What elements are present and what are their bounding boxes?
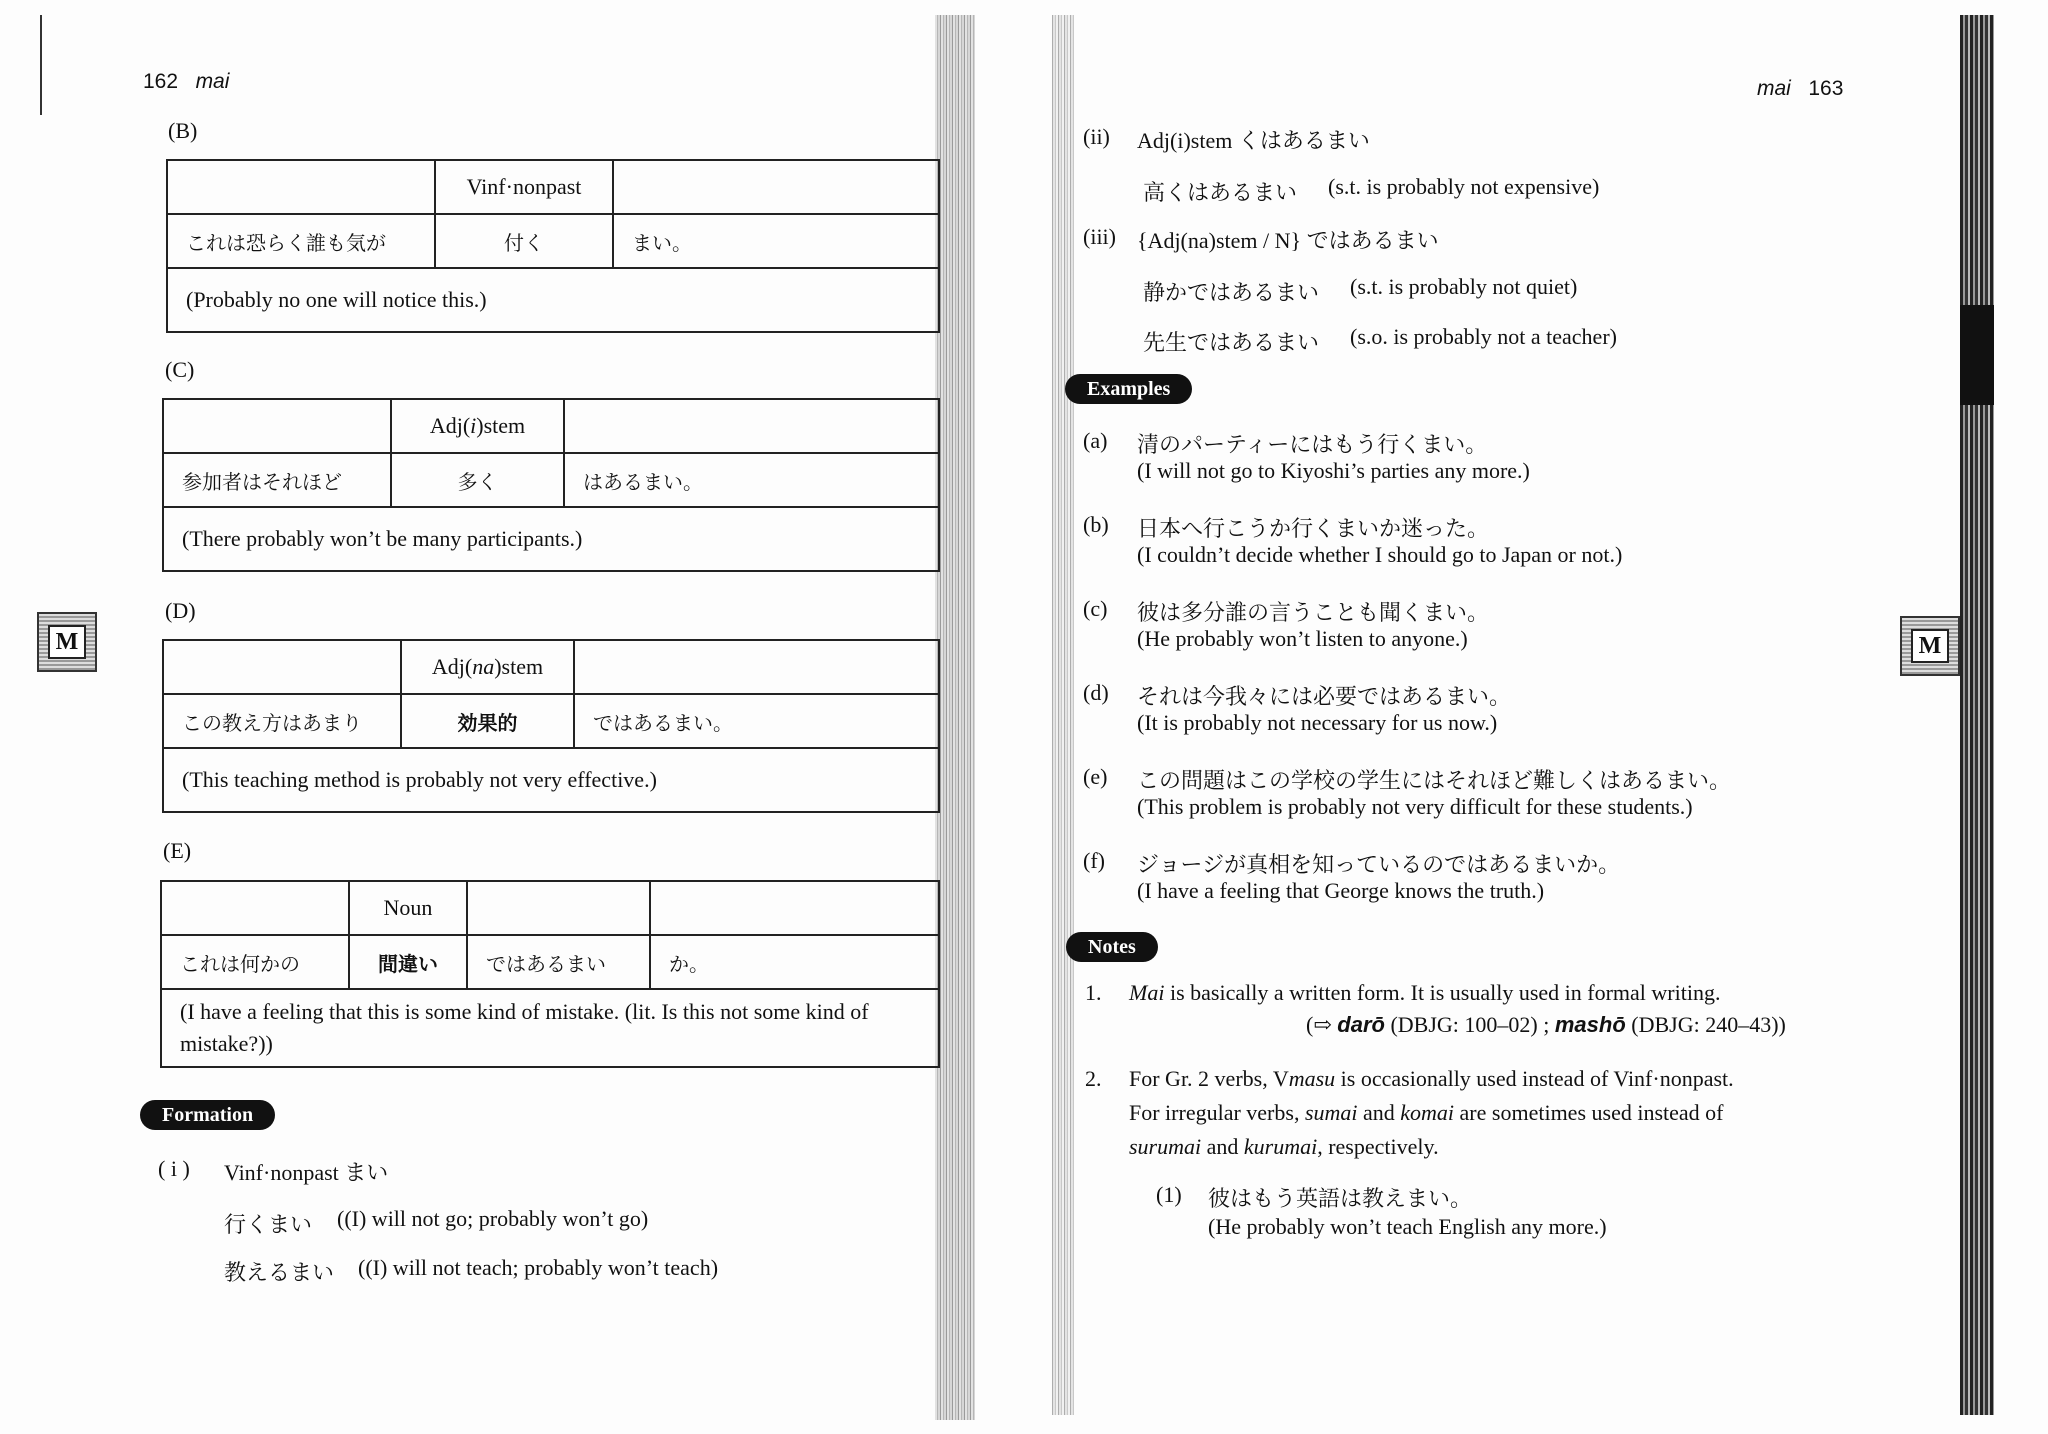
formation-iii-example-1-jp: 静かではあるまい <box>1143 281 1320 306</box>
pattern-b-header: Vinf·nonpast <box>435 160 613 214</box>
note-2-line-2: For irregular verbs, sumai and komai are sometimes used instead of <box>1129 1100 1724 1125</box>
example-b-label: (b) <box>1083 512 1109 537</box>
pattern-c-label: (C) <box>165 357 195 382</box>
example-f-jp: ジョージが真相を知っているのではあるまいか。 <box>1137 853 1621 878</box>
pattern-b-table <box>166 159 940 333</box>
binding-gutter <box>935 15 975 1420</box>
example-c-jp: 彼は多分誰の言うことも聞くまい。 <box>1137 601 1490 626</box>
pattern-c-cell-1: 参加者はそれほど <box>163 453 391 507</box>
example-e-jp: この問題はこの学校の学生にはそれほど難しくはあるまい。 <box>1137 769 1732 794</box>
pattern-d-translation: (This teaching method is probably not very effective.) <box>163 748 939 812</box>
left-page <box>0 0 1000 1434</box>
example-e-label: (e) <box>1083 764 1108 789</box>
example-c-en: (He probably won’t listen to anyone.) <box>1137 626 1468 651</box>
pattern-e-cell-2: 間違い <box>349 935 467 989</box>
note-1-term: Mai <box>1129 980 1165 1005</box>
note-2-example-label: (1) <box>1156 1182 1182 1207</box>
running-header-left <box>143 70 229 94</box>
formation-iii-example-2-jp: 先生ではあるまい <box>1143 331 1320 356</box>
page-edge-stack <box>1960 15 1994 1415</box>
tab-letter: M <box>1911 629 1950 663</box>
example-d-jp: それは今我々には必要ではあるまい。 <box>1137 685 1512 710</box>
pattern-b-cell-3: まい。 <box>613 214 939 268</box>
pattern-e-table <box>160 880 940 1068</box>
example-b-en: (I couldn’t decide whether I should go to Japan or not.) <box>1137 542 1623 567</box>
notes-heading: Notes <box>1066 932 1158 962</box>
formation-example-2-en: ((I) will not teach; probably won’t teach) <box>358 1255 719 1280</box>
formation-i-pattern: Vinf·nonpast まい <box>224 1160 389 1185</box>
formation-ii-example-en: (s.t. is probably not expensive) <box>1328 174 1600 199</box>
running-head-term: mai <box>1757 77 1791 100</box>
note-2-line-3: surumai and kurumai, respectively. <box>1129 1134 1439 1159</box>
note-2-example-jp: 彼はもう英語は教えまい。 <box>1208 1187 1473 1212</box>
example-d-label: (d) <box>1083 680 1109 705</box>
pattern-c-translation: (There probably won’t be many participants.) <box>163 507 939 571</box>
example-b-jp: 日本へ行こうか行くまいか迷った。 <box>1137 517 1490 542</box>
note-1-number: 1. <box>1085 980 1102 1005</box>
example-f-label: (f) <box>1083 848 1105 873</box>
example-a-en: (I will not go to Kiyoshi’s parties any more.) <box>1137 458 1530 483</box>
formation-heading: Formation <box>140 1100 275 1130</box>
section-tab-m <box>1900 616 1960 676</box>
page-edge-mark <box>40 15 42 115</box>
pattern-b-translation: (Probably no one will notice this.) <box>167 268 939 332</box>
pattern-d-table: Adj(na)stem この教え方はあまり 効果的 ではあるまい。 (This teaching method is probably not very effective.) <box>162 639 940 813</box>
formation-iii-pattern: {Adj(na)stem / N} ではあるまい <box>1137 228 1439 253</box>
pattern-c-cell-3: はあるまい。 <box>564 453 939 507</box>
note-1-text: Mai is basically a written form. It is usually used in formal writing. <box>1129 980 1721 1005</box>
pattern-d-cell-2: 効果的 <box>401 694 574 748</box>
example-a-jp: 清のパーティーにはもう行くまい。 <box>1137 433 1488 458</box>
pattern-c-cell-2: 多く <box>391 453 564 507</box>
pattern-b-cell-1: これは恐らく誰も気が <box>167 214 435 268</box>
page-number: 162 <box>143 70 179 93</box>
pattern-c-table: Adj(i)stem 参加者はそれほど 多く はあるまい。 (There probably won’t be many participants.) <box>162 398 940 572</box>
running-header-right <box>1757 77 1843 101</box>
binding-gutter-right <box>1052 15 1074 1415</box>
note-2-number: 2. <box>1085 1066 1102 1091</box>
note-2-line-1: For Gr. 2 verbs, Vmasu is occasionally used instead of Vinf·nonpast. <box>1129 1066 1734 1091</box>
pattern-d-cell-3: ではあるまい。 <box>574 694 939 748</box>
formation-ii-label: (ii) <box>1083 124 1110 149</box>
pattern-e-translation: (I have a feeling that this is some kind of mistake. (lit. Is this not some kind of mistake?)) <box>161 989 939 1067</box>
formation-example-2-jp: 教えるまい <box>224 1261 335 1286</box>
pattern-b-cell-2: 付く <box>435 214 613 268</box>
tab-letter: M <box>48 625 87 659</box>
running-head-term: mai <box>195 70 230 93</box>
pattern-e-header: Noun <box>349 881 467 935</box>
formation-ii-example-jp: 高くはあるまい <box>1143 181 1298 206</box>
example-a-label: (a) <box>1083 428 1108 453</box>
formation-iii-label: (iii) <box>1083 224 1116 249</box>
pattern-e-cell-3: ではあるまい <box>467 935 650 989</box>
examples-heading: Examples <box>1065 374 1192 404</box>
formation-example-1-en: ((I) will not go; probably won’t go) <box>337 1206 649 1231</box>
note-1-cross-reference: (⇨ darō (DBJG: 100–02) ; mashō (DBJG: 240–43)) <box>1306 1012 1786 1037</box>
right-page <box>1000 0 2048 1434</box>
pattern-d-cell-1: この教え方はあまり <box>163 694 401 748</box>
formation-iii-example-1-en: (s.t. is probably not quiet) <box>1350 274 1578 299</box>
formation-example-1-jp: 行くまい <box>224 1213 313 1238</box>
note-2-example-en: (He probably won’t teach English any more.) <box>1208 1214 1607 1239</box>
pattern-e-cell-4: か。 <box>650 935 939 989</box>
formation-i-label: ( i ) <box>158 1156 190 1181</box>
page-number: 163 <box>1808 77 1844 100</box>
pattern-e-label: (E) <box>163 838 192 863</box>
example-e-en: (This problem is probably not very difficult for these students.) <box>1137 794 1693 819</box>
example-f-en: (I have a feeling that George knows the truth.) <box>1137 878 1545 903</box>
example-c-label: (c) <box>1083 596 1108 621</box>
pattern-e-cell-1: これは何かの <box>161 935 349 989</box>
pattern-b-label: (B) <box>168 118 198 143</box>
example-d-en: (It is probably not necessary for us now.) <box>1137 710 1498 735</box>
section-tab-m <box>37 612 97 672</box>
pattern-d-label: (D) <box>165 598 196 623</box>
formation-iii-example-2-en: (s.o. is probably not a teacher) <box>1350 324 1617 349</box>
formation-ii-pattern: Adj(i)stem くはあるまい <box>1137 128 1370 153</box>
